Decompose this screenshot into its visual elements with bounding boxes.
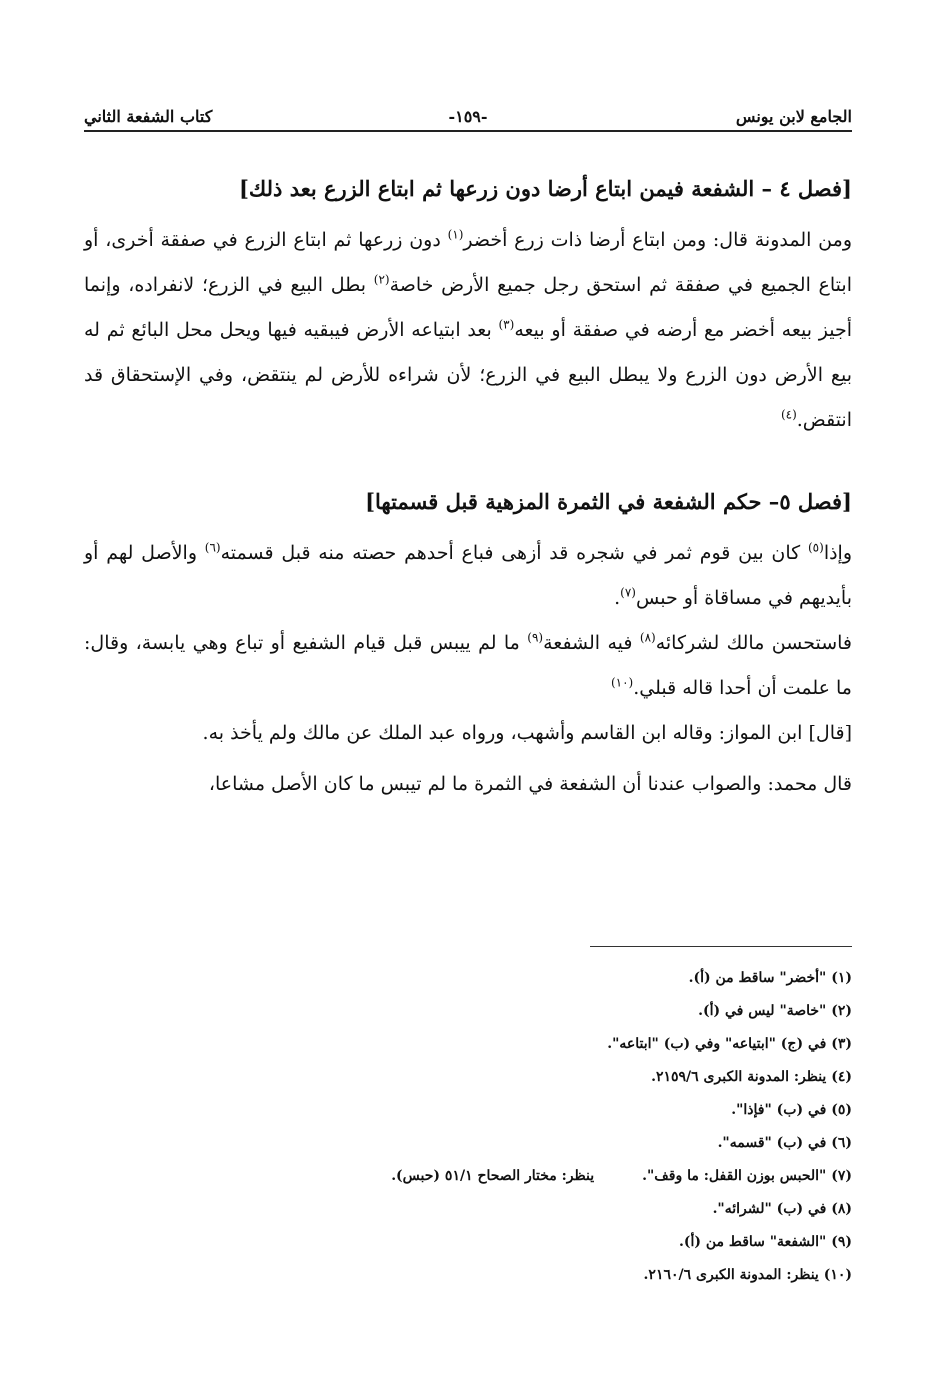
page-number: -١٥٩- xyxy=(448,107,488,126)
header-chapter-title: كتاب الشفعة الثاني xyxy=(84,107,213,126)
text-run: دون زرعها ثم ابتاع الزرع في صفقة أخرى، أو ابتاع الجميع في صفقة ثم استحق رجل جميع الأرض خاصة xyxy=(84,229,852,296)
footnote-source: ينظر: مختار الصحاح ٥١/١ (حبس). xyxy=(391,1168,595,1184)
footnote-text: (٥) في (ب) "فإذا". xyxy=(731,1102,852,1118)
footnotes xyxy=(84,962,852,1292)
footnote-marker: (١) xyxy=(447,227,464,242)
footnote-6 xyxy=(84,1127,852,1160)
footnote-marker: (٢) xyxy=(373,272,390,287)
text-run: كان بين قوم ثمر في شجره قد أزهى فباع أحدهم حصته منه قبل قسمته xyxy=(220,542,808,564)
footnote-text: (١٠) ينظر: المدونة الكبرى ٢١٦٠/٦. xyxy=(643,1267,852,1283)
text-run: . xyxy=(614,587,621,609)
text-run: والأصل لهم أو بأيديهم في مساقاة أو حبس xyxy=(84,542,852,609)
footnote-marker: (٤) xyxy=(780,407,797,422)
text-run: وإذا xyxy=(823,542,853,564)
header-book-title: الجامع لابن يونس xyxy=(735,107,852,126)
section-4-title: [فصل ٤ – الشفعة فيمن ابتاع أرضا دون زرعها ثم ابتاع الزرع بعد ذلك] xyxy=(239,176,852,201)
section-5-title: [فصل ٥– حكم الشفعة في الثمرة المزهية قبل قسمتها] xyxy=(365,489,852,514)
footnote-marker: (٩) xyxy=(527,630,544,645)
footnote-3 xyxy=(84,1028,852,1061)
text-run: بعد ابتياعه الأرض فيبقيه فيها ويحل محل البائع ثم له بيع الأرض دون الزرع ولا يبطل البيع في الزرع؛ لأن شراءه للأرض لم ينتقض، وفي الإستحقاق قد انتقض. xyxy=(84,319,852,431)
text-run: فيه الشفعة xyxy=(543,632,640,654)
footnote-marker: (٥) xyxy=(807,540,824,555)
text-run: بطل البيع في الزرع؛ لانفراده، وإنما أجيز بيعه أخضر مع أرضه في صفقة أو بيعه xyxy=(84,274,852,341)
section-4-paragraph xyxy=(84,218,852,443)
footnote-5 xyxy=(84,1094,852,1127)
footnote-8 xyxy=(84,1193,852,1226)
footnote-text: (٤) ينظر: المدونة الكبرى ٢١٥٩/٦. xyxy=(651,1069,852,1085)
footnote-10 xyxy=(84,1259,852,1292)
footnote-text: (٣) في (ج) "ابتياعه" وفي (ب) "ابتاعه". xyxy=(607,1036,852,1052)
running-header xyxy=(84,92,852,132)
footnote-text: (٢) "خاصة" ليس في (أ). xyxy=(698,1003,852,1019)
text-run: فاستحسن مالك لشركائه xyxy=(655,632,852,654)
footnote-9 xyxy=(84,1226,852,1259)
footnote-marker: (٦) xyxy=(204,540,221,555)
section-5-paragraph-2 xyxy=(84,621,852,711)
text-run: ومن المدونة قال: ومن ابتاع أرضا ذات زرع أخضر xyxy=(463,229,852,251)
footnote-1 xyxy=(84,962,852,995)
section-5-paragraph-3: [قال] ابن المواز: وقاله ابن القاسم وأشهب، ورواه عبد الملك عن مالك ولم يأخذ به. xyxy=(202,722,852,744)
section-5-paragraph-4: قال محمد: والصواب عندنا أن الشفعة في الثمرة ما لم تيبس ما كان الأصل مشاعا، xyxy=(208,773,852,795)
footnote-marker: (٨) xyxy=(639,630,656,645)
footnote-text: (١) "أخضر" ساقط من (أ). xyxy=(688,970,852,986)
footnote-marker: (١٠) xyxy=(610,675,634,690)
footnote-text: (٧) "الحبس بوزن القفل: ما وقف". xyxy=(642,1168,852,1184)
text-run: ما لم ييبس قبل قيام الشفيع أو تباع وهي يابسة، وقال: ما علمت أن أحدا قاله قبلي. xyxy=(84,632,852,699)
footnote-text: (٦) في (ب) "قسمه". xyxy=(717,1135,852,1151)
footnote-4 xyxy=(84,1061,852,1094)
footnote-2 xyxy=(84,995,852,1028)
footnote-7 xyxy=(84,1160,852,1193)
section-5-paragraph-1 xyxy=(84,531,852,621)
footnote-marker: (٣) xyxy=(498,317,515,332)
footnote-marker: (٧) xyxy=(620,585,636,600)
footnote-text: (٨) في (ب) "لشرائه". xyxy=(712,1201,852,1217)
footnote-separator xyxy=(590,946,852,947)
footnote-text: (٩) "الشفعة" ساقط من (أ). xyxy=(679,1234,852,1250)
